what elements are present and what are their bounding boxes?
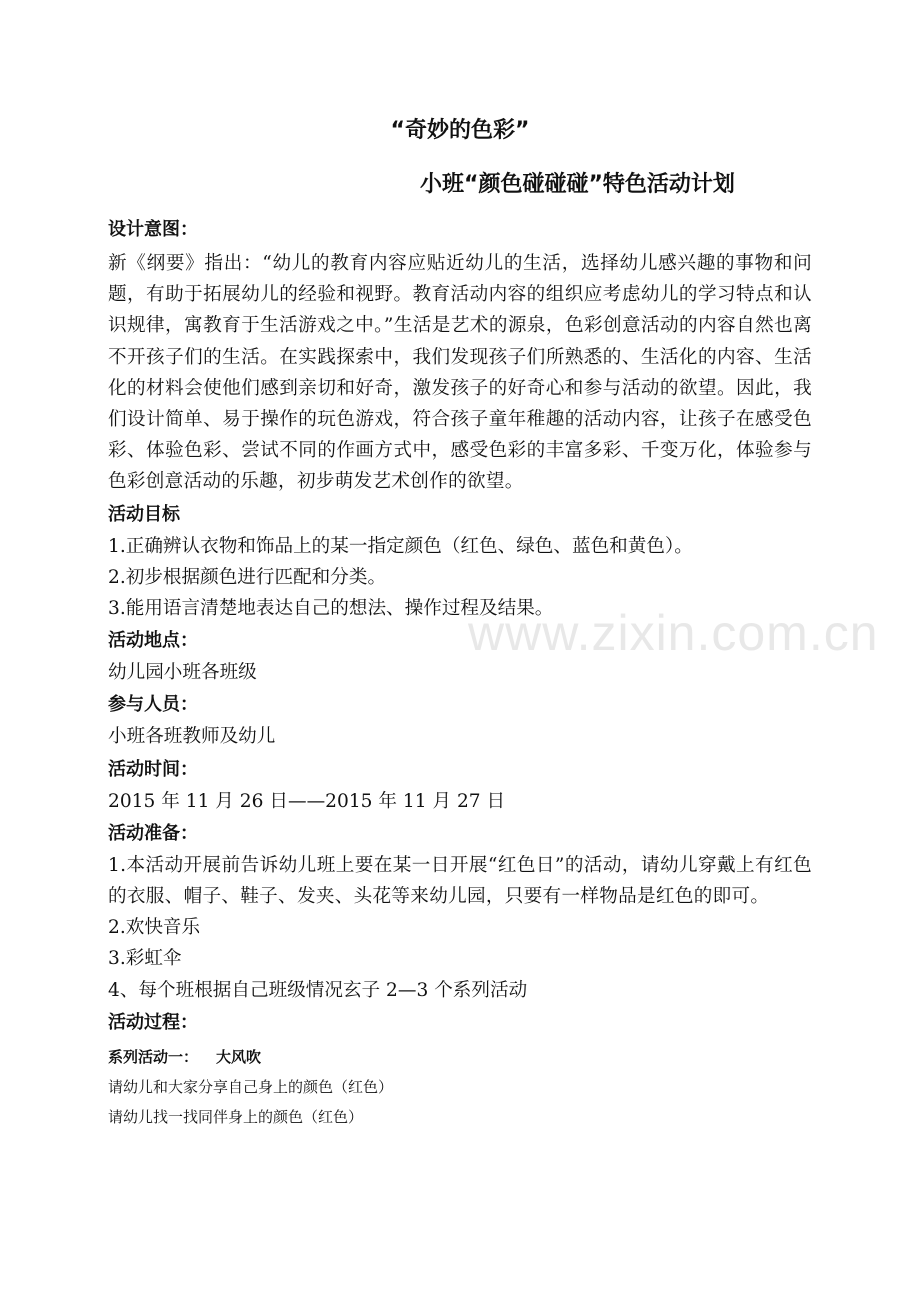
participants-text: 小班各班教师及幼儿 bbox=[108, 726, 276, 748]
preparation-item: 4、每个班根据自己班级情况玄子 2—3 个系列活动 bbox=[108, 979, 528, 1001]
location-heading: 活动地点： bbox=[108, 630, 198, 652]
preparation-item: 2.欢快音乐 bbox=[108, 917, 201, 939]
process-heading: 活动过程： bbox=[108, 1011, 198, 1033]
watermark-text: www.zixin.com.cn bbox=[468, 605, 879, 661]
document-subtitle: 小班“颜色碰碰碰”特色活动计划 bbox=[420, 172, 735, 197]
goal-item: 2.初步根据颜色进行匹配和分类。 bbox=[108, 566, 387, 588]
series-activity-label: 系列活动一： bbox=[108, 1047, 199, 1066]
process-step: 请幼儿找一找同伴身上的颜色（红色） bbox=[108, 1107, 364, 1126]
process-step: 请幼儿和大家分享自己身上的颜色（红色） bbox=[108, 1077, 394, 1096]
document-title: “奇妙的色彩” bbox=[390, 118, 530, 143]
participants-heading: 参与人员： bbox=[108, 694, 198, 716]
goal-item: 1.正确辨认衣物和饰品上的某一指定颜色（红色、绿色、蓝色和黄色）。 bbox=[108, 535, 693, 557]
location-text: 幼儿园小班各班级 bbox=[108, 662, 257, 684]
design-intent-paragraph: 新《纲要》指出：“幼儿的教育内容应贴近幼儿的生活，选择幼儿感兴趣的事物和问题，有助于拓展幼儿的经验和视野。教育活动内容的组织应考虑幼儿的学习特点和认识规律，寓教育于生活游戏之中。”生活是艺术的源泉，色彩创意活动的内容自然也离不开孩子们的生活。在实践探索中，我们发现孩子们所熟悉的、生活化的内容、生活化的材料会使他们感到亲切和好奇，激发孩子的好奇心和参与活动的欲望。因此，我们设计简单、易于操作的玩色游戏，符合孩子童年稚趣的活动内容，让孩子在感受色彩、体验色彩、尝试不同的作画方式中，感受色彩的丰富多彩、千变万化，体验参与色彩创意活动的乐趣，初步萌发艺术创作的欲望。 bbox=[108, 253, 812, 493]
document-body bbox=[108, 213, 812, 1132]
time-heading: 活动时间： bbox=[108, 758, 198, 780]
preparation-item: 1.本活动开展前告诉幼儿班上要在某一日开展“红色日”的活动，请幼儿穿戴上有红色的衣服、帽子、鞋子、发夹、头花等来幼儿园，只要有一样物品是红色的即可。 bbox=[108, 854, 812, 908]
design-intent-heading: 设计意图： bbox=[108, 219, 198, 240]
goals-heading: 活动目标 bbox=[108, 503, 180, 525]
series-activity-heading bbox=[108, 1042, 812, 1072]
series-activity-name: 大风吹 bbox=[216, 1047, 262, 1066]
preparation-heading: 活动准备： bbox=[108, 822, 198, 844]
goal-item: 3.能用语言清楚地表达自己的想法、操作过程及结果。 bbox=[108, 598, 554, 620]
time-text: 2015 年 11 月 26 日——2015 年 11 月 27 日 bbox=[108, 790, 506, 812]
preparation-item: 3.彩虹伞 bbox=[108, 948, 182, 970]
